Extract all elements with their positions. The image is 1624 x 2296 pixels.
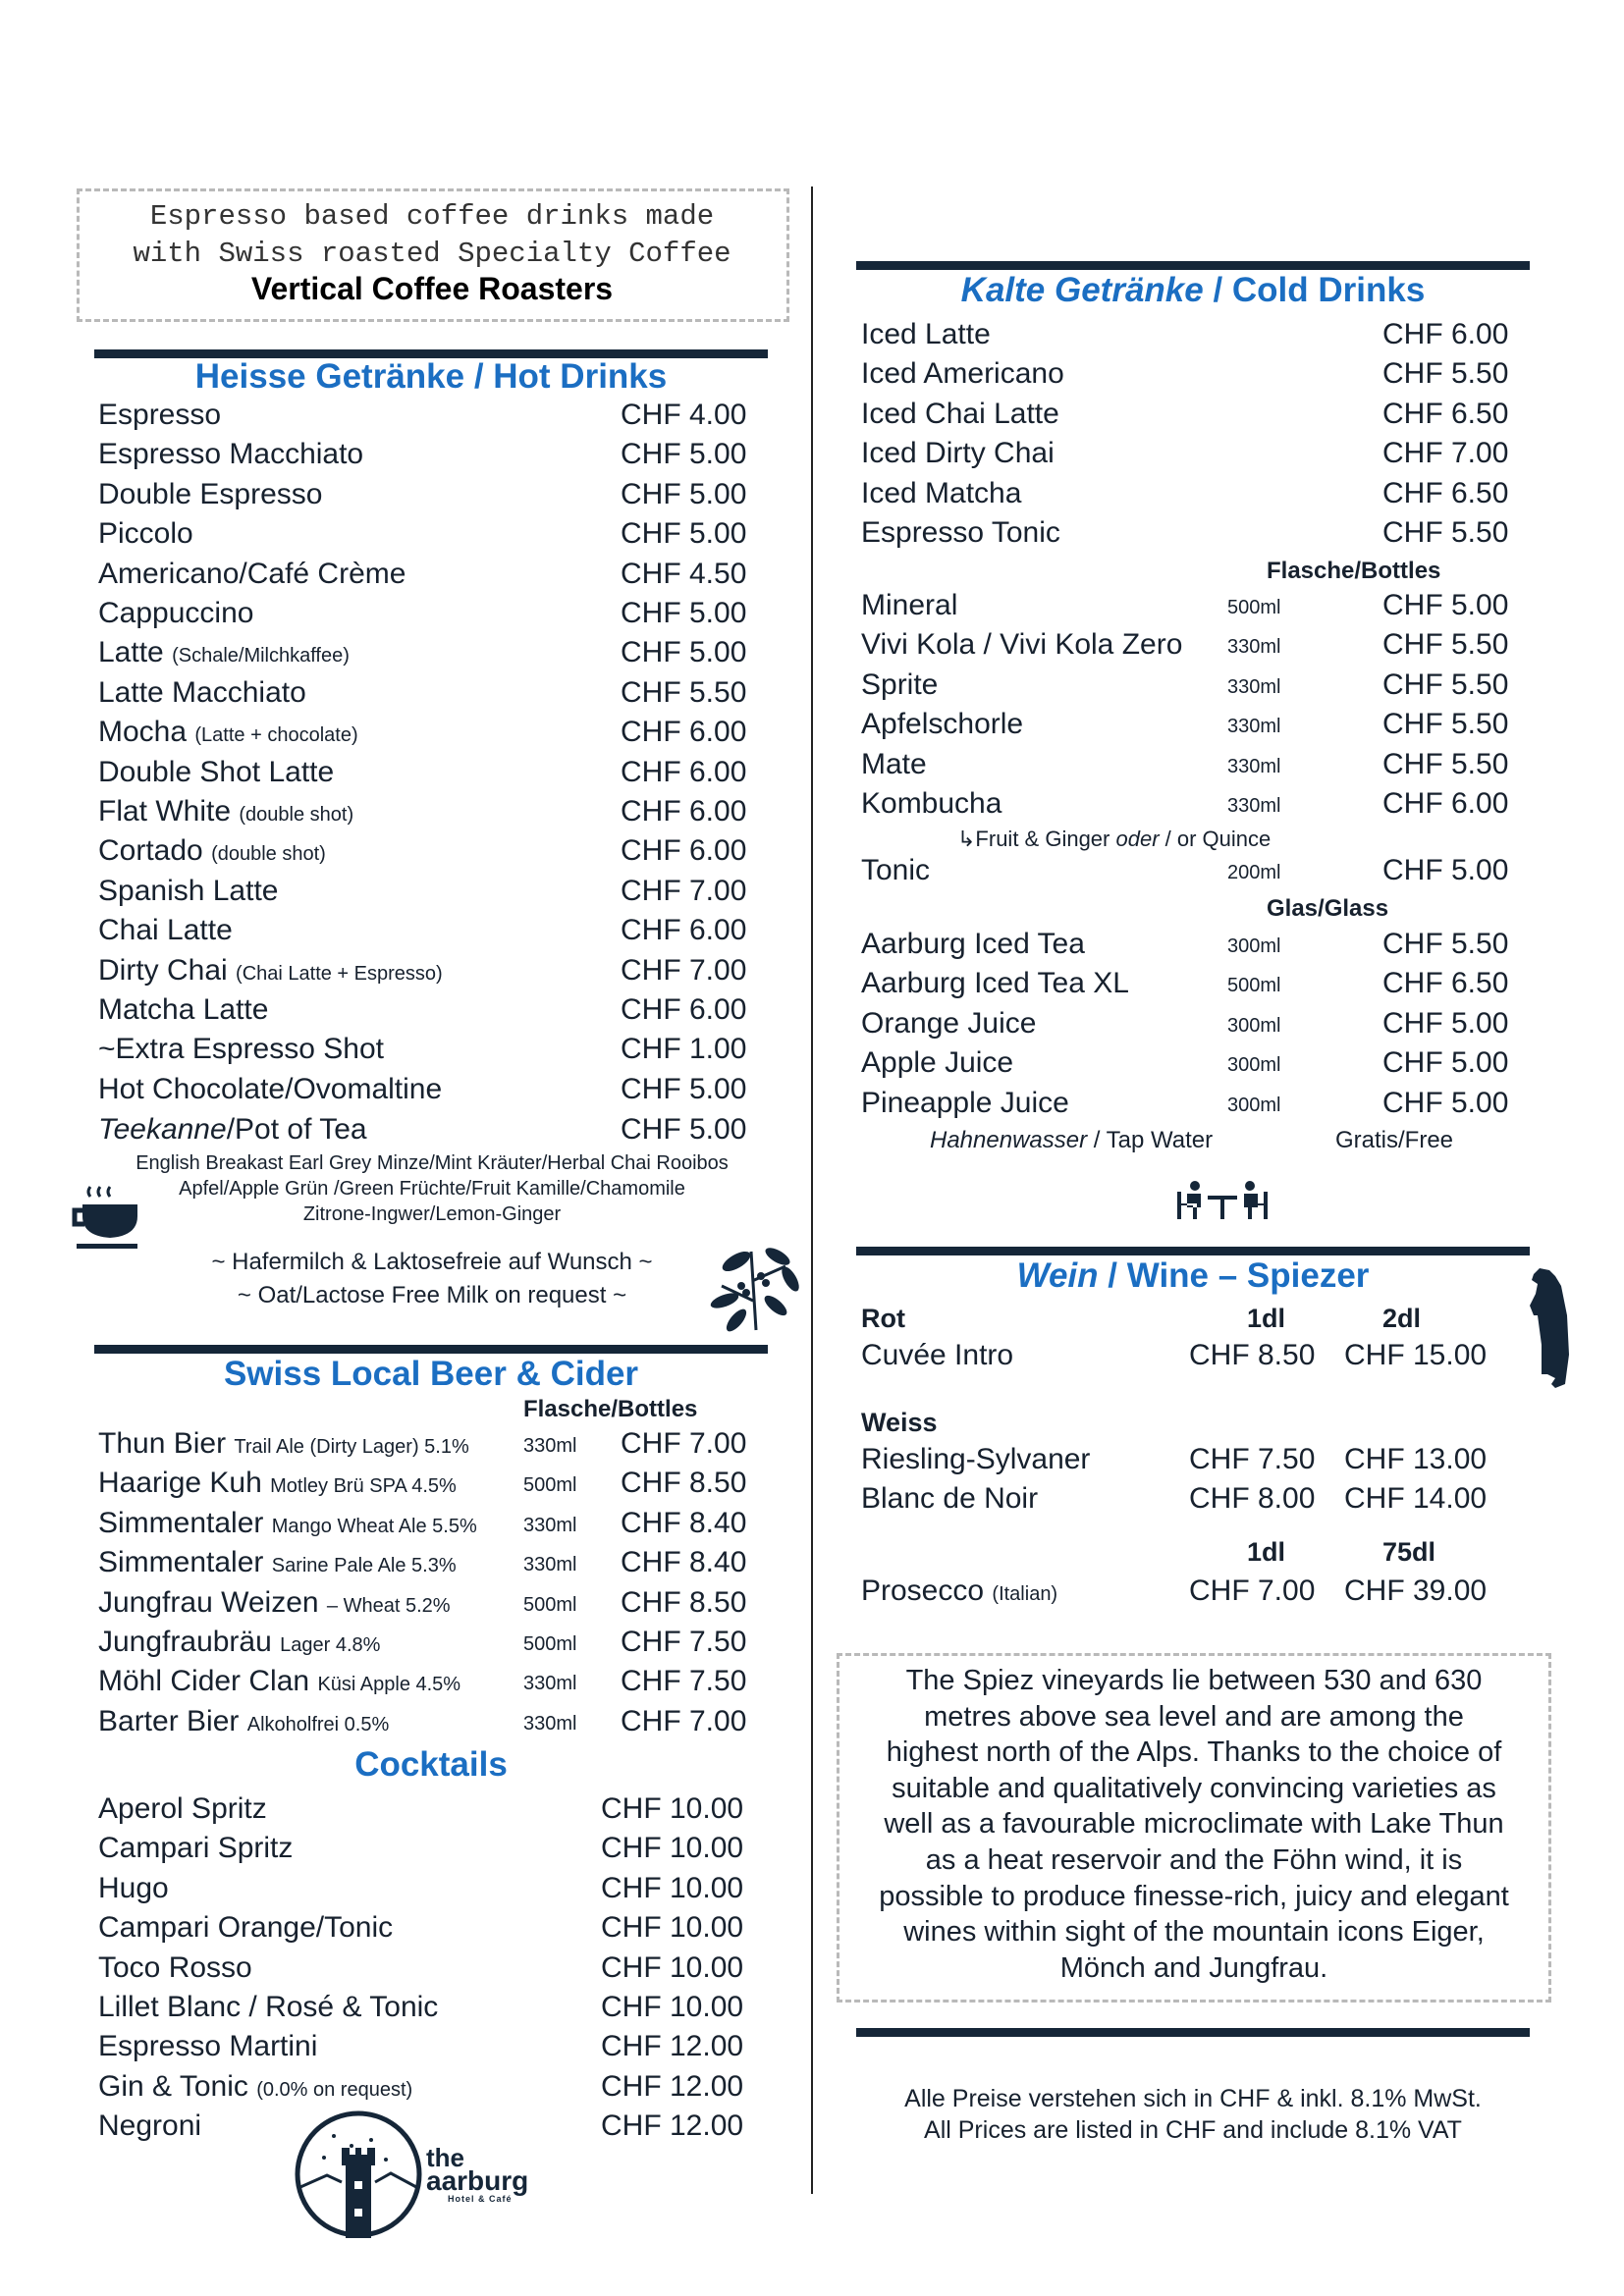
- item-name: Double Shot Latte: [98, 755, 335, 788]
- menu-item: [861, 668, 1529, 708]
- spiez-line: as a heat reservoir and the Föhn wind, it is: [925, 1843, 1463, 1876]
- item-name: Dirty Chai (Chai Latte + Espresso): [98, 953, 443, 987]
- item-price-small: CHF 8.50: [1189, 1339, 1316, 1371]
- item-name: Espresso Macchiato: [98, 438, 364, 471]
- item-price: CHF 12.00: [601, 2030, 744, 2063]
- menu-item: [98, 2030, 766, 2069]
- item-name: Iced Latte: [861, 318, 991, 350]
- item-price: CHF 1.00: [621, 1033, 747, 1066]
- item-volume: 330ml: [523, 1673, 577, 1695]
- item-name: Mate: [861, 747, 927, 780]
- spiez-line: The Spiez vineyards lie between 530 and 630: [905, 1665, 1483, 1696]
- wine-white-label: Weiss: [861, 1408, 938, 1437]
- item-price-large: CHF 15.00: [1344, 1339, 1488, 1371]
- milk-note-de: ~ Hafermilch & Laktosefreie auf Wunsch ~: [211, 1249, 653, 1275]
- item-price: CHF 6.00: [1382, 787, 1509, 820]
- menu-item: [98, 914, 766, 953]
- section-bar: [856, 261, 1530, 270]
- item-price: CHF 5.00: [621, 1072, 747, 1105]
- prosecco-col-75dl: 75dl: [1382, 1537, 1436, 1567]
- menu-item: [98, 1792, 766, 1832]
- item-volume: 500ml: [523, 1633, 577, 1655]
- item-price: CHF 10.00: [601, 1832, 744, 1865]
- item-price: CHF 10.00: [601, 1991, 744, 2023]
- menu-item: [861, 1443, 1529, 1482]
- item-name: Iced Americano: [861, 357, 1064, 391]
- tea-varieties-3: Zitrone-Ingwer/Lemon-Ginger: [302, 1203, 562, 1225]
- item-note: (Schale/Milchkaffee): [172, 645, 350, 667]
- menu-item-tea: [98, 1113, 766, 1152]
- item-price: CHF 4.00: [621, 399, 747, 431]
- tea-cup-icon: [69, 1183, 143, 1254]
- item-name: Aarburg Iced Tea: [861, 928, 1085, 960]
- item-name: Mineral: [861, 589, 958, 621]
- menu-item: [861, 967, 1529, 1006]
- menu-item: [98, 1911, 766, 1950]
- item-price: CHF 5.00: [621, 597, 747, 629]
- item-price: CHF 5.00: [621, 477, 747, 510]
- menu-item: [98, 2109, 766, 2149]
- item-price: CHF 5.50: [1382, 516, 1509, 549]
- item-name: Negroni: [98, 2109, 202, 2143]
- menu-item: [861, 1482, 1529, 1522]
- menu-item: [98, 438, 766, 477]
- menu-item: [98, 1427, 766, 1467]
- item-price: CHF 5.50: [1382, 628, 1509, 662]
- item-name: Latte (Schale/Milchkaffee): [98, 636, 350, 669]
- prosecco-col-1dl: 1dl: [1247, 1537, 1286, 1567]
- menu-item: [861, 708, 1529, 747]
- vat-note-de: Alle Preise verstehen sich in CHF & inkl. 8.1% MwSt.: [904, 2085, 1482, 2112]
- menu-item: [861, 1339, 1529, 1378]
- menu-item: [861, 748, 1529, 787]
- item-price: CHF 5.50: [1382, 357, 1509, 391]
- item-price: CHF 6.00: [1382, 318, 1509, 350]
- item-volume: 300ml: [1227, 1094, 1281, 1116]
- item-volume: 330ml: [1227, 755, 1281, 777]
- item-price: CHF 6.00: [621, 716, 747, 749]
- item-price: CHF 10.00: [601, 1911, 744, 1945]
- item-name: Americano/Café Crème: [98, 557, 406, 590]
- item-price: CHF 5.50: [1382, 928, 1509, 960]
- tea-varieties-2: Apfel/Apple Grün /Green Früchte/Fruit Kamille/Chamomile: [179, 1178, 685, 1200]
- item-name: Pineapple Juice: [861, 1086, 1069, 1119]
- item-name: Campari Orange/Tonic: [98, 1911, 394, 1945]
- item-name: Thun Bier Trail Ale (Dirty Lager) 5.1%: [98, 1427, 469, 1460]
- menu-item: [861, 516, 1529, 556]
- item-name: Kombucha: [861, 787, 1002, 820]
- hot-drinks-title: Heisse Getränke / Hot Drinks: [194, 357, 668, 396]
- menu-item: [98, 1507, 766, 1546]
- item-volume: 300ml: [1227, 1054, 1281, 1077]
- item-name: Blanc de Noir: [861, 1482, 1039, 1515]
- menu-item: [861, 1087, 1529, 1126]
- item-name: Lillet Blanc / Rosé & Tonic: [98, 1991, 439, 2023]
- item-volume: 330ml: [523, 1554, 577, 1576]
- item-price: CHF 6.50: [1382, 476, 1509, 509]
- wine-col-2dl: 2dl: [1382, 1304, 1422, 1333]
- item-name: Toco Rosso: [98, 1950, 252, 1984]
- item-price: CHF 5.00: [1382, 1046, 1509, 1080]
- item-price: CHF 5.00: [621, 517, 747, 551]
- item-name: Simmentaler Sarine Pale Ale 5.3%: [98, 1546, 457, 1579]
- item-volume: 300ml: [1227, 935, 1281, 957]
- tap-water-price: Gratis/Free: [1335, 1127, 1454, 1153]
- item-price: CHF 6.00: [621, 755, 747, 788]
- item-name: Riesling-Sylvaner: [861, 1443, 1091, 1475]
- item-volume: 330ml: [523, 1712, 577, 1735]
- item-name: Haarige Kuh Motley Brü SPA 4.5%: [98, 1467, 457, 1500]
- menu-item: [98, 597, 766, 636]
- item-name: Chai Latte: [98, 914, 233, 947]
- item-volume: 330ml: [523, 1514, 577, 1536]
- logo-the: the: [426, 2143, 464, 2172]
- item-name: Apfelschorle: [861, 708, 1024, 741]
- cold-drinks-title: Kalte Getränke / Cold Drinks: [960, 271, 1426, 309]
- item-price: CHF 8.50: [621, 1585, 747, 1619]
- menu-item: [861, 787, 1529, 827]
- item-name: Möhl Cider Clan Küsi Apple 4.5%: [98, 1665, 461, 1698]
- menu-item: [98, 1586, 766, 1626]
- item-price: CHF 10.00: [601, 1871, 744, 1904]
- kombucha-note: ↳Fruit & Ginger oder / or Quince: [957, 827, 1272, 851]
- item-price: CHF 7.50: [621, 1665, 747, 1698]
- item-volume: 500ml: [523, 1474, 577, 1497]
- item-name: Barter Bier Alkoholfrei 0.5%: [98, 1704, 390, 1737]
- coffee-plant-icon: [707, 1242, 805, 1335]
- item-name: Matcha Latte: [98, 993, 269, 1026]
- item-name: ~Extra Espresso Shot: [98, 1033, 384, 1066]
- item-note: Motley Brü SPA 4.5%: [270, 1475, 457, 1498]
- item-name: Iced Chai Latte: [861, 397, 1059, 430]
- menu-item: [98, 517, 766, 557]
- item-note: (0.0% on request): [256, 2078, 413, 2101]
- tea-name: /Pot of Tea: [226, 1113, 367, 1146]
- item-price: CHF 5.50: [1382, 667, 1509, 701]
- roaster-name: Vertical Coffee Roasters: [250, 271, 614, 306]
- item-price: CHF 7.50: [621, 1626, 747, 1658]
- spiez-line: suitable and qualitatively convincing varieties as: [892, 1772, 1496, 1804]
- section-bar: [856, 2028, 1530, 2037]
- beer-title: Swiss Local Beer & Cider: [223, 1355, 639, 1393]
- item-price: CHF 10.00: [601, 1792, 744, 1825]
- menu-item: [98, 1073, 766, 1112]
- milk-note-en: ~ Oat/Lactose Free Milk on request ~: [237, 1282, 627, 1308]
- spiez-line: possible to produce finesse-rich, juicy and elegant: [879, 1880, 1509, 1912]
- item-note: Sarine Pale Ale 5.3%: [271, 1555, 457, 1577]
- menu-item: [98, 676, 766, 716]
- menu-item: [98, 558, 766, 597]
- beer-bottles-label: Flasche/Bottles: [523, 1396, 698, 1422]
- item-volume: 500ml: [523, 1593, 577, 1616]
- item-price: CHF 5.00: [1382, 1006, 1509, 1040]
- item-name: Iced Dirty Chai: [861, 437, 1055, 470]
- item-price: CHF 5.00: [1382, 589, 1509, 621]
- item-price: CHF 7.00: [621, 1427, 747, 1460]
- spiez-line: Mönch and Jungfrau.: [1059, 1951, 1328, 1984]
- menu-item: [98, 1951, 766, 1991]
- item-note: (double shot): [211, 843, 326, 866]
- item-note: Mango Wheat Ale 5.5%: [271, 1515, 477, 1537]
- item-name: Campari Spritz: [98, 1832, 294, 1865]
- menu-item: [98, 716, 766, 755]
- item-price: CHF 5.50: [1382, 747, 1509, 780]
- item-note: (Chai Latte + Espresso): [236, 962, 443, 985]
- menu-item: [861, 477, 1529, 516]
- item-volume: 300ml: [1227, 1014, 1281, 1037]
- item-name: Sprite: [861, 667, 939, 701]
- coffee-line-2: with Swiss roasted Specialty Coffee: [133, 238, 731, 270]
- menu-item: [861, 437, 1529, 476]
- item-name: Orange Juice: [861, 1006, 1037, 1040]
- item-name: Cappuccino: [98, 597, 254, 629]
- item-name: Aarburg Iced Tea XL: [861, 967, 1129, 1000]
- menu-item: [98, 875, 766, 914]
- menu-item: [98, 1626, 766, 1665]
- item-name: Jungfrau Weizen – Wheat 5.2%: [98, 1585, 451, 1619]
- menu-item: [861, 928, 1529, 967]
- column-divider: [811, 187, 813, 2194]
- menu-item: [98, 1665, 766, 1704]
- spiez-line: highest north of the Alps. Thanks to the choice of: [886, 1736, 1502, 1769]
- wine-col-1dl: 1dl: [1247, 1304, 1286, 1333]
- menu-item: [98, 1467, 766, 1506]
- tap-water: Hahnenwasser / Tap Water: [930, 1127, 1214, 1153]
- item-volume: 330ml: [1227, 716, 1281, 738]
- section-bar: [856, 1247, 1530, 1255]
- item-note: (double shot): [239, 804, 354, 826]
- item-price: CHF 7.00: [1382, 437, 1509, 470]
- spiez-line: metres above sea level and are among the: [924, 1700, 1464, 1733]
- menu-item: [98, 399, 766, 438]
- item-name: Hot Chocolate/Ovomaltine: [98, 1072, 443, 1105]
- item-price: CHF 6.50: [1382, 967, 1509, 1000]
- item-name: Flat White (double shot): [98, 795, 354, 828]
- item-name: Mocha (Latte + chocolate): [98, 716, 358, 749]
- item-name: Latte Macchiato: [98, 675, 306, 709]
- item-price: CHF 12.00: [601, 2109, 744, 2143]
- item-price-small: CHF 7.50: [1189, 1443, 1316, 1475]
- item-name: Gin & Tonic (0.0% on request): [98, 2069, 413, 2103]
- item-price: CHF 12.00: [601, 2069, 744, 2103]
- spiez-line: wines within sight of the mountain icons Eiger,: [903, 1916, 1485, 1949]
- section-bar: [94, 1345, 768, 1354]
- menu-item: [861, 318, 1529, 357]
- item-name: Double Espresso: [98, 477, 323, 510]
- item-price: CHF 10.00: [601, 1950, 744, 1984]
- item-price: CHF 7.00: [621, 874, 747, 907]
- item-name: Piccolo: [98, 517, 193, 551]
- item-price: CHF 8.50: [621, 1467, 747, 1500]
- item-name: Aperol Spritz: [98, 1792, 267, 1825]
- item-price: CHF 6.00: [621, 795, 747, 828]
- spiez-line: well as a favourable microclimate with Lake Thun: [884, 1808, 1504, 1841]
- item-note: – Wheat 5.2%: [326, 1594, 451, 1617]
- wine-red-label: Rot: [861, 1304, 905, 1333]
- item-price: CHF 4.50: [621, 557, 747, 590]
- item-price: CHF 5.00: [621, 438, 747, 471]
- item-price-small: CHF 8.00: [1189, 1482, 1316, 1515]
- item-price: CHF 5.50: [1382, 708, 1509, 741]
- item-price: CHF 6.00: [621, 914, 747, 947]
- item-price: CHF 7.00: [621, 953, 747, 987]
- item-name: Cuvée Intro: [861, 1339, 1014, 1371]
- item-volume: 500ml: [1227, 975, 1281, 997]
- menu-item-tonic: Tonic 200ml CHF 5.00: [861, 854, 1509, 886]
- item-name: Jungfraubräu Lager 4.8%: [98, 1626, 381, 1658]
- cold-bottles-label: Flasche/Bottles: [1267, 558, 1441, 584]
- cocktails-title: Cocktails: [354, 1745, 508, 1784]
- menu-item: [98, 795, 766, 834]
- item-price: CHF 5.00: [621, 636, 747, 669]
- coffee-line-1: Espresso based coffee drinks made: [149, 200, 715, 233]
- item-volume: 500ml: [1227, 597, 1281, 618]
- menu-item-prosecco: Prosecco (Italian) CHF 7.00 CHF 39.00: [861, 1575, 1488, 1607]
- menu-item: [861, 357, 1529, 397]
- item-volume: 330ml: [1227, 636, 1281, 659]
- item-note: Alkoholfrei 0.5%: [246, 1713, 390, 1735]
- item-price-large: CHF 13.00: [1344, 1443, 1488, 1475]
- item-name: Iced Matcha: [861, 476, 1022, 509]
- wine-title: Wein / Wine – Spiezer: [1016, 1256, 1370, 1295]
- menu-item: [98, 1546, 766, 1585]
- menu-item: [98, 2070, 766, 2109]
- menu-item: [861, 398, 1529, 437]
- item-name: Espresso Tonic: [861, 516, 1060, 549]
- tea-name-italic: Teekanne: [98, 1113, 227, 1146]
- item-name: Hugo: [98, 1871, 169, 1904]
- item-name: Espresso: [98, 399, 222, 431]
- menu-item: [98, 1033, 766, 1072]
- item-price: CHF 6.00: [621, 834, 747, 868]
- item-note: Lager 4.8%: [280, 1634, 381, 1656]
- menu-item: [861, 1046, 1529, 1086]
- logo-aarburg: aarburg: [426, 2165, 529, 2196]
- menu-item: [861, 1007, 1529, 1046]
- menu-item: [98, 636, 766, 675]
- item-price: CHF 8.40: [621, 1506, 747, 1539]
- menu-item: [861, 628, 1529, 667]
- item-volume: 330ml: [1227, 675, 1281, 698]
- menu-item: [98, 1705, 766, 1744]
- item-note: Küsi Apple 4.5%: [317, 1674, 461, 1696]
- item-price: CHF 6.50: [1382, 397, 1509, 430]
- item-name: Espresso Martini: [98, 2030, 318, 2063]
- spiez-description: [837, 1663, 1551, 1986]
- item-price: CHF 5.00: [1382, 1086, 1509, 1119]
- item-name: Simmentaler Mango Wheat Ale 5.5%: [98, 1506, 477, 1539]
- item-price-large: CHF 14.00: [1344, 1482, 1488, 1515]
- menu-item: [98, 1991, 766, 2030]
- item-volume: 330ml: [1227, 795, 1281, 817]
- item-volume: 330ml: [523, 1435, 577, 1457]
- item-name: Apple Juice: [861, 1046, 1014, 1080]
- menu-item: [98, 954, 766, 993]
- item-name: Cortado (double shot): [98, 834, 326, 868]
- logo-subtitle: Hotel & Café: [448, 2194, 513, 2204]
- menu-item: [98, 756, 766, 795]
- menu-item: [861, 589, 1529, 628]
- item-price: CHF 5.50: [621, 675, 747, 709]
- item-price: CHF 7.00: [621, 1704, 747, 1737]
- menu-item: [98, 478, 766, 517]
- menu-item: [98, 834, 766, 874]
- tea-varieties-1: English Breakast Earl Grey Minze/Mint Kräuter/Herbal Chai Rooibos: [135, 1152, 729, 1174]
- menu-item: [98, 993, 766, 1033]
- item-price: CHF 6.00: [621, 993, 747, 1026]
- item-note: (Latte + chocolate): [194, 724, 358, 747]
- item-price: CHF 8.40: [621, 1546, 747, 1579]
- item-note: Trail Ale (Dirty Lager) 5.1%: [234, 1436, 469, 1458]
- vat-note-en: All Prices are listed in CHF and include 8.1% VAT: [924, 2116, 1462, 2144]
- menu-item: [98, 1872, 766, 1911]
- item-name: Vivi Kola / Vivi Kola Zero: [861, 628, 1183, 662]
- item-name: Spanish Latte: [98, 874, 279, 907]
- bear-icon: [1524, 1264, 1573, 1392]
- glass-label: Glas/Glass: [1267, 895, 1389, 922]
- menu-item: [98, 1832, 766, 1871]
- cafe-table-icon: [1173, 1178, 1272, 1221]
- tea-price: CHF 5.00: [621, 1113, 747, 1146]
